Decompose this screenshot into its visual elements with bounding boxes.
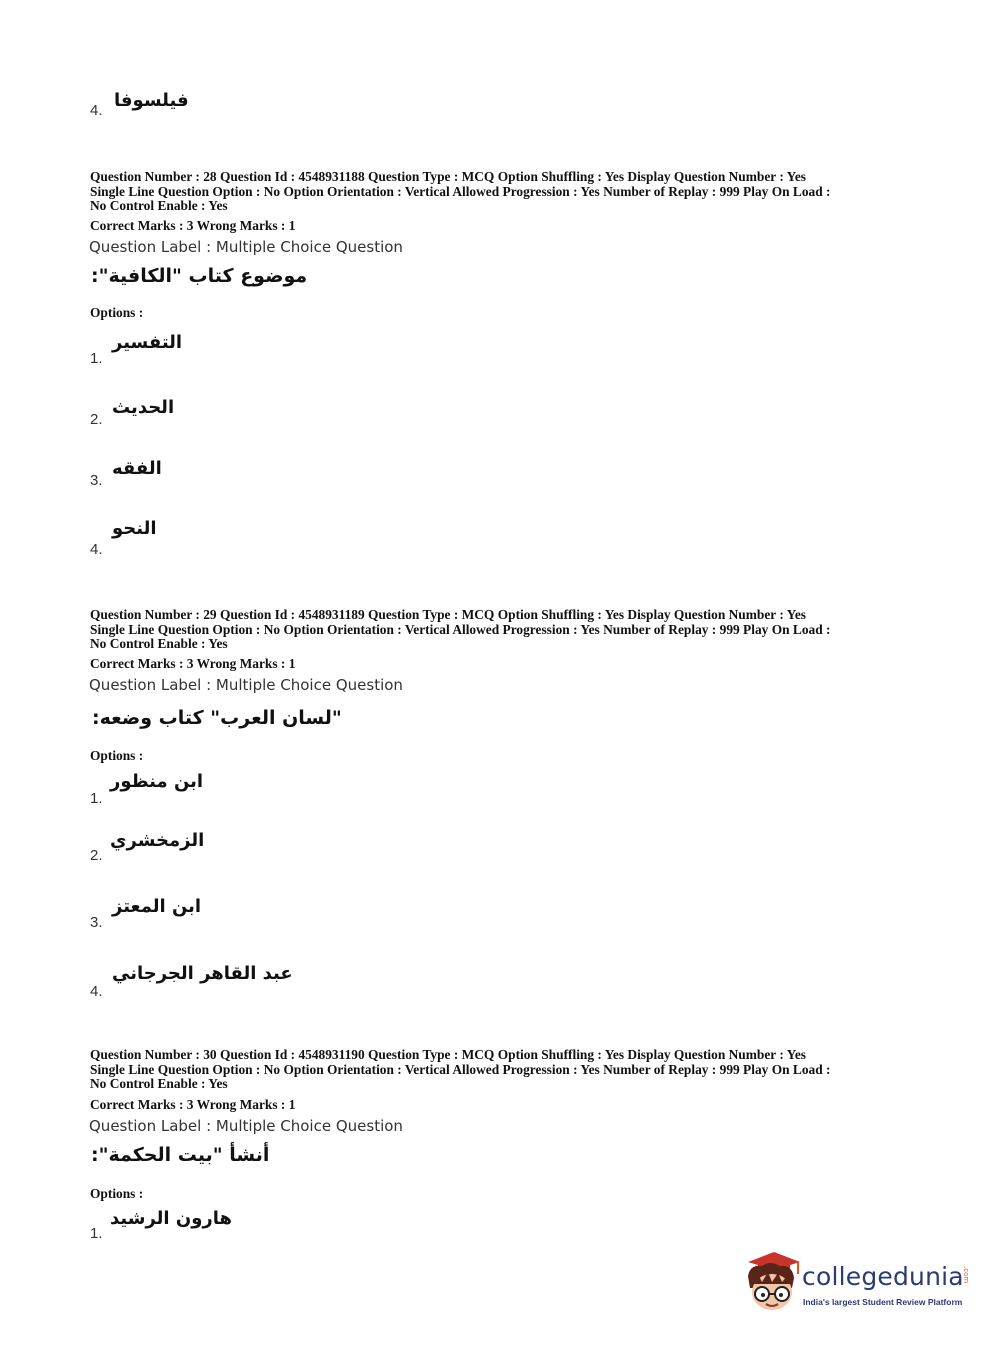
option-text[interactable]: التفسير <box>112 332 183 353</box>
option-number: 3. <box>90 472 103 489</box>
options-heading: Options : <box>90 1186 144 1201</box>
option-text[interactable]: ابن منظور <box>110 771 204 792</box>
mascot-icon <box>740 1248 804 1318</box>
question-label: Question Label : Multiple Choice Question <box>89 1117 403 1135</box>
question-text: أنشأ "بيت الحكمة": <box>91 1144 270 1166</box>
option-number: 1. <box>90 350 103 367</box>
question-marks: Correct Marks : 3 Wrong Marks : 1 <box>90 1097 296 1112</box>
option-text[interactable]: النحو <box>112 518 157 539</box>
question-text: موضوع كتاب "الكافية": <box>91 265 308 287</box>
logo-suffix: .com <box>962 1266 970 1284</box>
question-text: "لسان العرب" كتاب وضعه: <box>92 707 342 729</box>
option-number: 3. <box>90 914 103 931</box>
option-text[interactable]: الفقه <box>112 458 162 479</box>
options-heading: Options : <box>90 748 144 763</box>
option-number: 1. <box>90 1225 103 1242</box>
options-heading: Options : <box>90 305 144 320</box>
option-text[interactable]: ابن المعتز <box>112 896 202 917</box>
option-number: 1. <box>90 790 103 807</box>
question-label: Question Label : Multiple Choice Question <box>89 238 403 256</box>
question-marks: Correct Marks : 3 Wrong Marks : 1 <box>90 218 296 233</box>
question-label: Question Label : Multiple Choice Question <box>89 676 403 694</box>
question-meta: Question Number : 30 Question Id : 4548931190 Question Type : MCQ Option Shuffling : Yes Display Question Number : Yes Single Line Question Option : No Option Orientation : Vertical Allowed Progression : Yes Number of Replay : 999 Play On Load : No Control Enable : Yes <box>90 1047 831 1092</box>
option-number: 2. <box>90 847 103 864</box>
question-meta: Question Number : 29 Question Id : 4548931189 Question Type : MCQ Option Shuffling : Yes Display Question Number : Yes Single Line Question Option : No Option Orientation : Vertical Allowed Progression : Yes Number of Replay : 999 Play On Load : No Control Enable : Yes <box>90 607 831 652</box>
question-marks: Correct Marks : 3 Wrong Marks : 1 <box>90 656 296 671</box>
option-text: فيلسوفا <box>114 90 189 111</box>
logo-tagline: India's largest Student Review Platform <box>803 1297 963 1307</box>
logo-wordmark: collegedunia <box>802 1262 964 1291</box>
option-text[interactable]: هارون الرشيد <box>110 1208 232 1229</box>
option-number: 4. <box>90 983 103 1000</box>
option-number: 4. <box>90 102 103 119</box>
collegedunia-logo <box>740 1248 972 1318</box>
option-text[interactable]: عبد القاهر الجرجاني <box>112 963 293 984</box>
option-text[interactable]: الحديث <box>112 397 175 418</box>
option-text[interactable]: الزمخشري <box>110 830 205 851</box>
question-meta: Question Number : 28 Question Id : 4548931188 Question Type : MCQ Option Shuffling : Yes Display Question Number : Yes Single Line Question Option : No Option Orientation : Vertical Allowed Progression : Yes Number of Replay : 999 Play On Load : No Control Enable : Yes <box>90 169 831 214</box>
option-number: 2. <box>90 411 103 428</box>
option-number: 4. <box>90 541 103 558</box>
